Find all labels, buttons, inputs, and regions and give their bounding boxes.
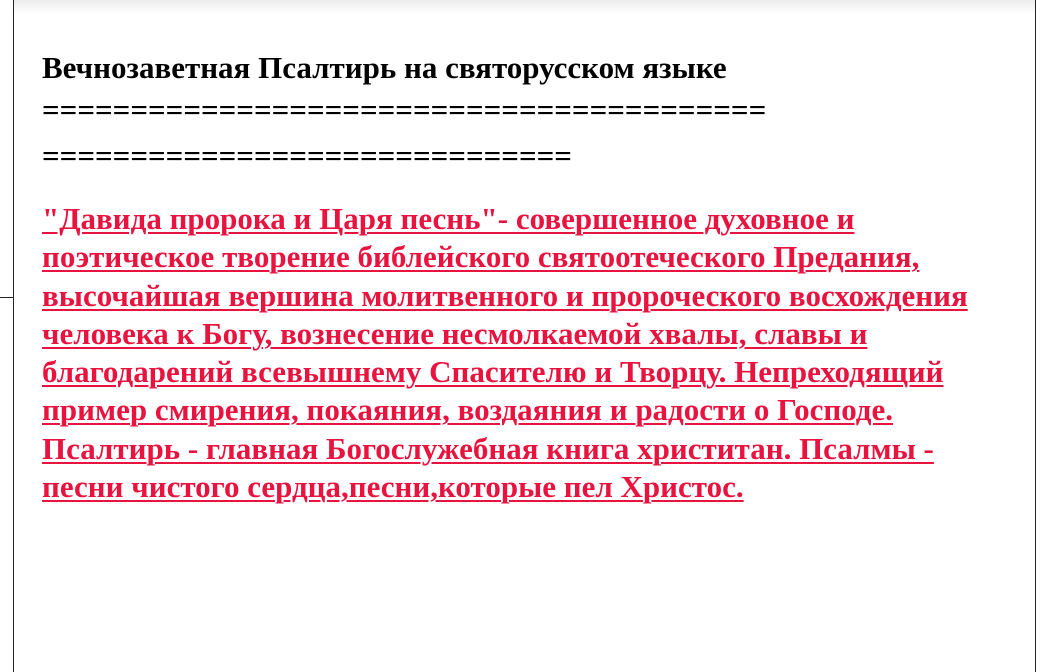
separator-line-1: ========================================= xyxy=(42,92,767,127)
document-body xyxy=(42,49,1032,506)
separator-line-2: ============================== xyxy=(42,138,572,173)
page-frame xyxy=(13,0,1036,672)
psalter-description-link[interactable]: "Давида пророка и Царя песнь"- совершенное духовное и поэтическое творение библейского святоотеческого Предания, высочайшая вершина молитвенного и пророческого восхождения человека к Богу, вознесение несмолкаемой хвалы, славы и благодарений всевышнему Спасителю и Творцу. Непреходящий пример смирения, покаяния, воздаяния и радости о Господе. Псалтирь - главная Богослужебная книга христитан. Псалмы - песни чистого сердца,песни,которые пел Христос. xyxy=(42,201,968,505)
left-edge-tick xyxy=(0,297,13,298)
page-title: Вечнозаветная Псалтирь на святорусском языке xyxy=(42,50,727,85)
